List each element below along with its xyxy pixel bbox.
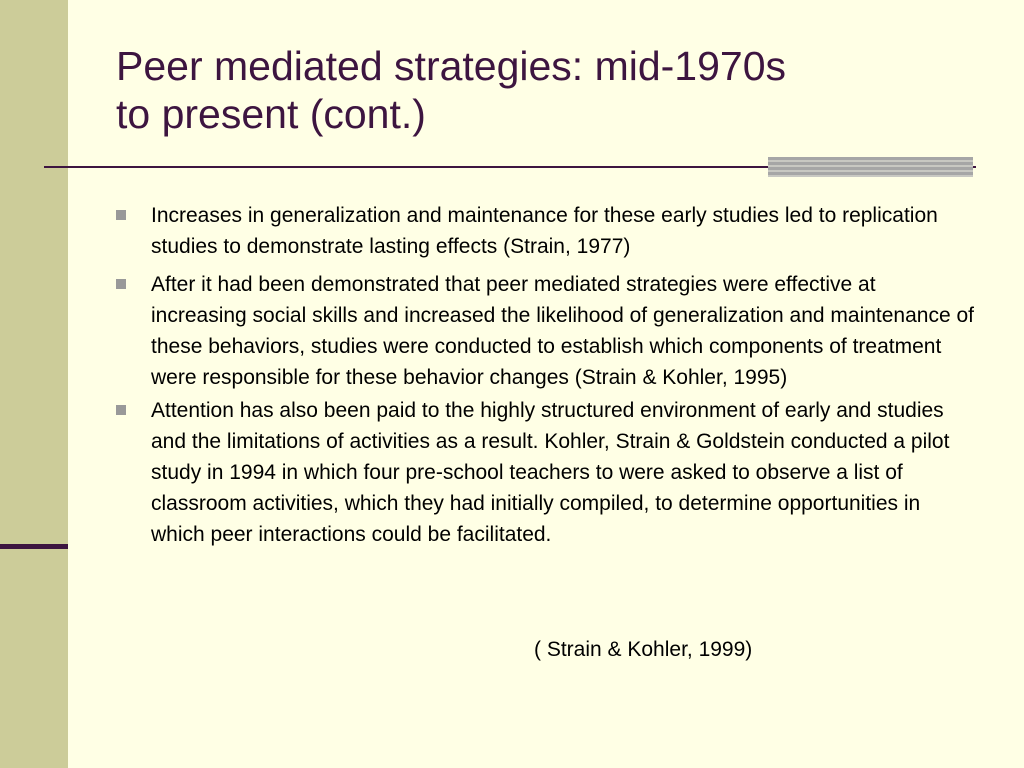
- slide-title-line-2: to present (cont.): [116, 91, 426, 137]
- citation: ( Strain & Kohler, 1999): [534, 638, 753, 661]
- bullet-item: [116, 200, 976, 262]
- bullet-item: [116, 269, 976, 393]
- slide-title: [116, 42, 976, 138]
- bullet-text: Attention has also been paid to the highly structured environment of early and studies and the limitations of activities as a result. Kohler, Strain & Goldstein conducted a pilot study in 1994 in which four pre-school teachers to were asked to observe a list of classroom activities, which they had initially compiled, to determine opportunities in which peer interactions could be facilitated.: [151, 399, 950, 546]
- bullet-text: Increases in generalization and maintenance for these early studies led to replication studies to demonstrate lasting effects (Strain, 1977): [151, 204, 938, 258]
- bullet-text: After it had been demonstrated that peer mediated strategies were effective at increasing social skills and increased the likelihood of generalization and maintenance of these behaviors, studies were conducted to establish which components of treatment were responsible for these behavior changes (Strain & Kohler, 1995): [151, 273, 974, 389]
- left-accent-bar: [0, 544, 68, 549]
- bullet-square-icon: [116, 405, 126, 415]
- slide-title-line-1: Peer mediated strategies: mid-1970s: [116, 43, 787, 89]
- bullet-list: [116, 200, 976, 552]
- decorative-gray-bar: [768, 157, 973, 177]
- left-decorative-band: [0, 0, 68, 768]
- bullet-square-icon: [116, 279, 126, 289]
- bullet-square-icon: [116, 210, 126, 220]
- bullet-item: [116, 395, 976, 550]
